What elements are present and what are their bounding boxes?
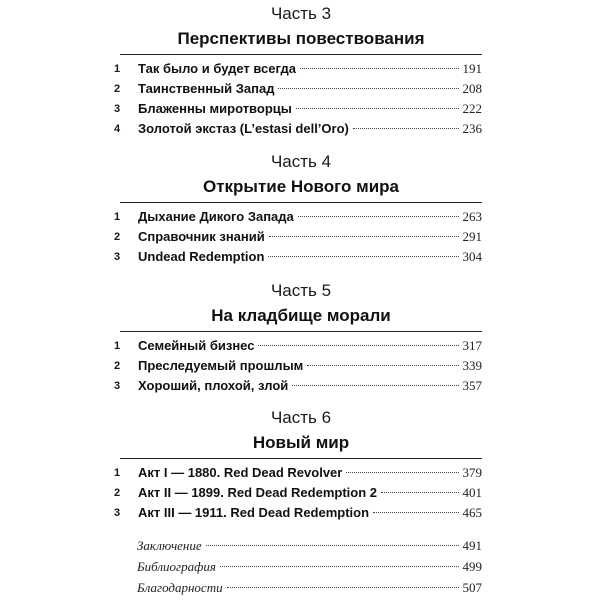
chapter-number: 2 [114, 487, 121, 499]
section-divider [120, 54, 482, 55]
page-number: 507 [462, 580, 482, 595]
toc-entry[interactable] [114, 356, 482, 376]
chapter-title: Акт II — 1899. Red Dead Redemption 2 [138, 485, 377, 500]
toc-entry[interactable] [114, 376, 482, 396]
chapter-number: 1 [114, 340, 121, 352]
section-divider [120, 202, 482, 203]
section-divider [120, 458, 482, 459]
page-number: 499 [462, 559, 482, 574]
toc-entry[interactable] [114, 207, 482, 227]
dot-leader [300, 68, 459, 69]
toc-entry[interactable] [114, 79, 482, 99]
chapter-title: Семейный бизнес [138, 338, 255, 353]
chapter-number: 1 [114, 467, 121, 479]
part-label: Часть 3 [270, 4, 332, 23]
entry-title: Библиография [137, 559, 216, 574]
page-number: 379 [462, 465, 482, 480]
page-number: 236 [462, 121, 482, 136]
dot-leader [298, 216, 459, 217]
chapter-title: Дыхание Дикого Запада [138, 209, 294, 224]
toc-entry[interactable] [114, 336, 482, 356]
part-title: На кладбище морали [211, 306, 391, 325]
part-section [114, 4, 482, 139]
chapter-number: 3 [114, 251, 121, 263]
page-number: 401 [462, 485, 482, 500]
page-number: 317 [462, 338, 482, 353]
part-label: Часть 4 [270, 152, 332, 171]
toc-entry[interactable] [114, 59, 482, 79]
chapter-title: Акт III — 1911. Red Dead Redemption [138, 505, 370, 520]
chapter-title: Так было и будет всегда [138, 61, 296, 76]
dot-leader [278, 88, 458, 89]
page-number: 339 [462, 358, 482, 373]
part-label: Часть 6 [270, 408, 332, 427]
toc-entry-bibliography[interactable] [120, 556, 482, 577]
part-section [114, 408, 482, 523]
chapter-title: Таинственный Запад [138, 81, 275, 96]
chapter-number: 3 [114, 103, 121, 115]
dot-leader [227, 587, 459, 588]
page-number: 222 [462, 101, 482, 116]
toc-entry[interactable] [114, 227, 482, 247]
chapter-title: Хороший, плохой, злой [138, 378, 289, 393]
toc-entry[interactable] [114, 247, 482, 267]
dot-leader [353, 128, 459, 129]
chapter-title: Справочник знаний [138, 229, 265, 244]
chapter-title: Блаженны миротворцы [138, 101, 292, 116]
chapter-number: 2 [114, 231, 121, 243]
back-matter [120, 535, 482, 598]
part-title: Новый мир [252, 433, 350, 452]
chapter-title: Преследуемый прошлым [138, 358, 304, 373]
dot-leader [381, 492, 459, 493]
page-number: 304 [462, 249, 482, 264]
chapter-number: 3 [114, 380, 121, 392]
toc-entry[interactable] [114, 99, 482, 119]
chapter-number: 1 [114, 211, 121, 223]
toc-entry[interactable] [114, 463, 482, 483]
part-title: Открытие Нового мира [202, 177, 399, 196]
page-number: 465 [462, 505, 482, 520]
entry-title: Благодарности [137, 580, 223, 595]
dot-leader [292, 385, 458, 386]
part-title: Перспективы повествования [177, 29, 425, 48]
part-section [114, 152, 482, 267]
page-number: 208 [462, 81, 482, 96]
chapter-title: Undead Redemption [138, 249, 265, 264]
chapter-number: 1 [114, 63, 121, 75]
part-section [114, 281, 482, 396]
dot-leader [346, 472, 458, 473]
page-number: 357 [462, 378, 482, 393]
section-divider [120, 331, 482, 332]
toc-entry[interactable] [114, 119, 482, 139]
toc-entry-acknowledgements[interactable] [120, 577, 482, 598]
chapter-number: 2 [114, 83, 121, 95]
page-number: 291 [462, 229, 482, 244]
chapter-number: 3 [114, 507, 121, 519]
dot-leader [220, 566, 459, 567]
dot-leader [206, 545, 459, 546]
page-number: 263 [462, 209, 482, 224]
dot-leader [269, 236, 459, 237]
dot-leader [307, 365, 458, 366]
toc-entry-conclusion[interactable] [120, 535, 482, 556]
page-number: 491 [462, 538, 482, 553]
dot-leader [268, 256, 458, 257]
chapter-number: 2 [114, 360, 121, 372]
chapter-number: 4 [114, 123, 121, 135]
dot-leader [373, 512, 458, 513]
chapter-title: Акт I — 1880. Red Dead Revolver [138, 465, 343, 480]
dot-leader [258, 345, 458, 346]
dot-leader [296, 108, 459, 109]
toc-entry[interactable] [114, 503, 482, 523]
chapter-title: Золотой экстаз (L’estasi dell’Oro) [138, 121, 349, 136]
part-label: Часть 5 [270, 281, 332, 300]
page-number: 191 [462, 61, 482, 76]
toc-entry[interactable] [114, 483, 482, 503]
entry-title: Заключение [137, 538, 202, 553]
